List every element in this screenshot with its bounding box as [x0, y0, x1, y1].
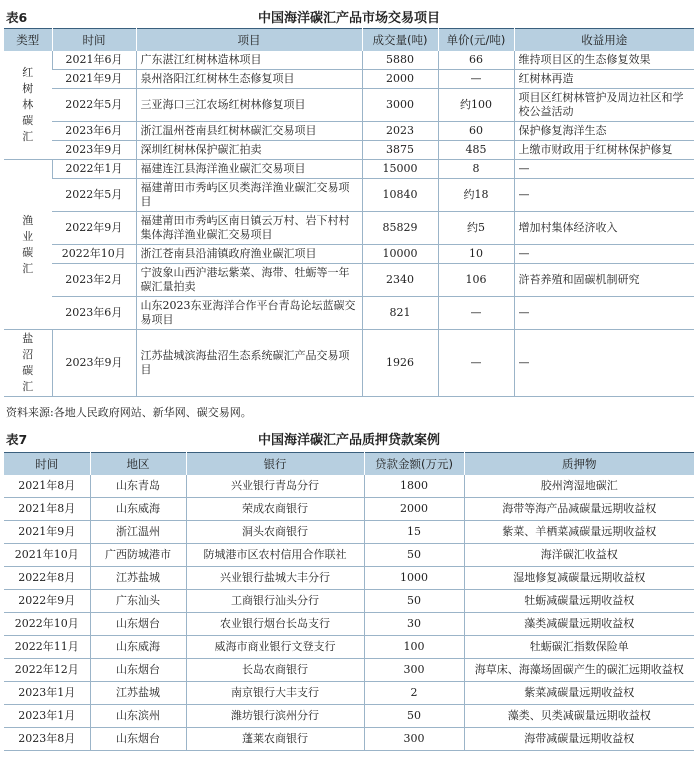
table6-row — [4, 212, 694, 245]
table7-header-cell: 银行 — [186, 453, 364, 476]
table6-cell: 2023年2月 — [52, 264, 136, 297]
table7-cell: 长岛农商银行 — [186, 659, 364, 682]
table6-cell: 约18 — [438, 179, 514, 212]
table6-row — [4, 297, 694, 330]
table6-cell: — — [514, 330, 694, 397]
table6-type-label: 盐沼碳汇 — [22, 332, 34, 393]
table6-cell: 福建莆田市秀屿区贝类海洋渔业碳汇交易项目 — [136, 179, 362, 212]
table7-cell: 2 — [364, 682, 464, 705]
table7-cell: 2021年9月 — [4, 521, 90, 544]
table6-cell: 3000 — [362, 89, 438, 122]
table7-cell: 海带等海产品减碳量远期收益权 — [464, 498, 694, 521]
table6-cell: — — [514, 245, 694, 264]
table7-header-cell: 地区 — [90, 453, 186, 476]
table7-cell: 2000 — [364, 498, 464, 521]
table7-cell: 荣成农商银行 — [186, 498, 364, 521]
table7-cell: 藻类减碳量远期收益权 — [464, 613, 694, 636]
table6-cell: 15000 — [362, 160, 438, 179]
table6-caption: 中国海洋碳汇产品市场交易项目 — [257, 11, 440, 26]
table7-cell: 海带减碳量远期收益权 — [464, 728, 694, 751]
table6-cell: 保护修复海洋生态 — [514, 122, 694, 141]
table7-cell: 1000 — [364, 567, 464, 590]
table6-cell: 2340 — [362, 264, 438, 297]
table7-title — [0, 428, 698, 446]
table6-body — [4, 51, 694, 397]
table6-cell: 2022年5月 — [52, 179, 136, 212]
table6-cell: 深圳红树林保护碳汇拍卖 — [136, 141, 362, 160]
table7-cell: 2022年12月 — [4, 659, 90, 682]
table6-row — [4, 51, 694, 70]
table6-type-cell — [4, 160, 52, 330]
table6-type-cell — [4, 330, 52, 397]
table6-header-cell: 成交量(吨) — [362, 29, 438, 52]
table7-cell: 山东烟台 — [90, 613, 186, 636]
table6-cell: 红树林再造 — [514, 70, 694, 89]
table6-cell: — — [514, 160, 694, 179]
table6-source: 资料来源:各地人民政府网站、新华网、碳交易网。 — [6, 406, 252, 419]
table6-row — [4, 122, 694, 141]
table6-cell: 增加村集体经济收入 — [514, 212, 694, 245]
table6-cell: — — [514, 179, 694, 212]
table6-cell: 60 — [438, 122, 514, 141]
table6-type-label: 红树林碳汇 — [22, 66, 34, 143]
table6-header-cell: 项目 — [136, 29, 362, 52]
table6-cell: 项目区红树林管护及周边社区和学校公益活动 — [514, 89, 694, 122]
table6-cell: 约5 — [438, 212, 514, 245]
table6-cell: 福建连江县海洋渔业碳汇交易项目 — [136, 160, 362, 179]
table6-number: 表6 — [6, 10, 28, 25]
table7-cell: 南京银行大丰支行 — [186, 682, 364, 705]
table7-cell: 300 — [364, 659, 464, 682]
table7-cell: 防城港市区农村信用合作联社 — [186, 544, 364, 567]
table7-row — [4, 682, 694, 705]
table7-cell: 山东威海 — [90, 498, 186, 521]
table7-cell: 兴业银行青岛分行 — [186, 475, 364, 498]
table6-header-cell: 类型 — [4, 29, 52, 52]
table7-cell: 牡蛎减碳量远期收益权 — [464, 590, 694, 613]
table6-header-row — [4, 29, 694, 52]
table7-cell: 50 — [364, 544, 464, 567]
table7-cell: 50 — [364, 590, 464, 613]
table7-header-cell: 时间 — [4, 453, 90, 476]
table7-cell: 牡蛎碳汇指数保险单 — [464, 636, 694, 659]
table6-cell: 3875 — [362, 141, 438, 160]
table7-cell: 2023年1月 — [4, 682, 90, 705]
table6-cell: 1926 — [362, 330, 438, 397]
table6-row — [4, 89, 694, 122]
table7-cell: 山东威海 — [90, 636, 186, 659]
table6-title — [0, 6, 698, 24]
table6-cell: 2023年6月 — [52, 297, 136, 330]
table6-cell: 2022年10月 — [52, 245, 136, 264]
table7-cell: 海草床、海藻场固碳产生的碳汇远期收益权 — [464, 659, 694, 682]
table6-cell: 浙江苍南县沿浦镇政府渔业碳汇项目 — [136, 245, 362, 264]
table7-cell: 50 — [364, 705, 464, 728]
table7-cell: 2021年8月 — [4, 475, 90, 498]
table7-cell: 2021年10月 — [4, 544, 90, 567]
table7-row — [4, 498, 694, 521]
table6-cell: 10000 — [362, 245, 438, 264]
table6-cell: 三亚海口三江农场红树林修复项目 — [136, 89, 362, 122]
table6-cell: 5880 — [362, 51, 438, 70]
table6-cell: 821 — [362, 297, 438, 330]
table7-cell: 山东烟台 — [90, 728, 186, 751]
table6-cell: 85829 — [362, 212, 438, 245]
table7-cell: 2022年8月 — [4, 567, 90, 590]
table6-type-label: 渔业碳汇 — [22, 213, 34, 275]
table7-cell: 2023年8月 — [4, 728, 90, 751]
table6-cell: 宁波象山西沪港坛紫菜、海带、牡蛎等一年碳汇量拍卖 — [136, 264, 362, 297]
table6-cell: 泉州洛阳江红树林生态修复项目 — [136, 70, 362, 89]
table7-cell: 山东青岛 — [90, 475, 186, 498]
table7-cell: 300 — [364, 728, 464, 751]
table6-row — [4, 141, 694, 160]
table6-row — [4, 179, 694, 212]
table6-cell: 2022年1月 — [52, 160, 136, 179]
table7-row — [4, 475, 694, 498]
table7-row — [4, 544, 694, 567]
table6-row — [4, 245, 694, 264]
table6-cell: 广东湛江红树林造林项目 — [136, 51, 362, 70]
table7-cell: 广东汕头 — [90, 590, 186, 613]
table7-row — [4, 567, 694, 590]
table7-cell: 江苏盐城 — [90, 682, 186, 705]
table7-cell: 2022年9月 — [4, 590, 90, 613]
table7-cell: 工商银行汕头分行 — [186, 590, 364, 613]
table6-header-cell: 时间 — [52, 29, 136, 52]
table6-cell: 2021年6月 — [52, 51, 136, 70]
table7-cell: 藻类、贝类减碳量远期收益权 — [464, 705, 694, 728]
table6-cell: — — [438, 297, 514, 330]
table6-cell: 2021年9月 — [52, 70, 136, 89]
table7-row — [4, 613, 694, 636]
table7-cell: 2021年8月 — [4, 498, 90, 521]
table6-row — [4, 70, 694, 89]
table6-cell: 2023年6月 — [52, 122, 136, 141]
table7-row — [4, 590, 694, 613]
table7-row — [4, 659, 694, 682]
table7-cell: 潍坊银行滨州分行 — [186, 705, 364, 728]
table7-row — [4, 636, 694, 659]
table6-cell: 约100 — [438, 89, 514, 122]
table6-header-cell: 单价(元/吨) — [438, 29, 514, 52]
table6-cell: 江苏盐城滨海盐沼生态系统碳汇产品交易项目 — [136, 330, 362, 397]
table6-cell: 485 — [438, 141, 514, 160]
table7-cell: 30 — [364, 613, 464, 636]
table7-cell: 紫菜、羊栖菜减碳量远期收益权 — [464, 521, 694, 544]
table6-header-cell: 收益用途 — [514, 29, 694, 52]
table7-cell: 兴业银行盐城大丰分行 — [186, 567, 364, 590]
table6-cell: 106 — [438, 264, 514, 297]
table6-cell: 浙江温州苍南县红树林碳汇交易项目 — [136, 122, 362, 141]
table7-header-cell: 贷款金额(万元) — [364, 453, 464, 476]
table7-cell: 胶州湾湿地碳汇 — [464, 475, 694, 498]
table7-row — [4, 705, 694, 728]
table7-cell: 威海市商业银行文登支行 — [186, 636, 364, 659]
table6-cell: 2022年9月 — [52, 212, 136, 245]
table7-header-cell: 质押物 — [464, 453, 694, 476]
table6-cell: 福建莆田市秀屿区南日镇云万村、岩下村村集体海洋渔业碳汇交易项目 — [136, 212, 362, 245]
table7-caption: 中国海洋碳汇产品质押贷款案例 — [257, 433, 440, 448]
table7-cell: 江苏盐城 — [90, 567, 186, 590]
table6-cell: — — [514, 297, 694, 330]
table6-cell: 2023年9月 — [52, 330, 136, 397]
table7-cell: 农业银行烟台长岛支行 — [186, 613, 364, 636]
table6-cell: 2023年9月 — [52, 141, 136, 160]
table7-cell: 海洋碳汇收益权 — [464, 544, 694, 567]
table6-cell: 2022年5月 — [52, 89, 136, 122]
table6-row — [4, 264, 694, 297]
table7-body — [4, 475, 694, 751]
table6-cell: 8 — [438, 160, 514, 179]
table6-cell: 66 — [438, 51, 514, 70]
table6-row — [4, 330, 694, 397]
table6-cell: — — [438, 330, 514, 397]
table6 — [4, 28, 694, 397]
table7-cell: 2023年1月 — [4, 705, 90, 728]
table7-row — [4, 521, 694, 544]
table7-row — [4, 728, 694, 751]
table6-type-cell — [4, 51, 52, 160]
table7-cell: 15 — [364, 521, 464, 544]
table6-cell: 山东2023东亚海洋合作平台青岛论坛蓝碳交易项目 — [136, 297, 362, 330]
table6-cell: 上缴市财政用于红树林保护修复 — [514, 141, 694, 160]
table6-cell: 10 — [438, 245, 514, 264]
table7-cell: 广西防城港市 — [90, 544, 186, 567]
table7-cell: 紫菜减碳量远期收益权 — [464, 682, 694, 705]
table7-header-row — [4, 453, 694, 476]
table7 — [4, 452, 694, 751]
table6-cell: 2023 — [362, 122, 438, 141]
table7-cell: 山东滨州 — [90, 705, 186, 728]
table7-cell: 100 — [364, 636, 464, 659]
table7-cell: 2022年10月 — [4, 613, 90, 636]
table7-cell: 山东烟台 — [90, 659, 186, 682]
table6-cell: — — [438, 70, 514, 89]
table6-cell: 10840 — [362, 179, 438, 212]
table7-cell: 洞头农商银行 — [186, 521, 364, 544]
table6-cell: 浒苔养殖和固碳机制研究 — [514, 264, 694, 297]
table7-cell: 湿地修复减碳量远期收益权 — [464, 567, 694, 590]
table7-cell: 2022年11月 — [4, 636, 90, 659]
table7-cell: 蓬莱农商银行 — [186, 728, 364, 751]
table7-cell: 浙江温州 — [90, 521, 186, 544]
table7-number: 表7 — [6, 432, 28, 447]
table6-row — [4, 160, 694, 179]
table6-cell: 2000 — [362, 70, 438, 89]
table6-cell: 维持项目区的生态修复效果 — [514, 51, 694, 70]
table7-cell: 1800 — [364, 475, 464, 498]
